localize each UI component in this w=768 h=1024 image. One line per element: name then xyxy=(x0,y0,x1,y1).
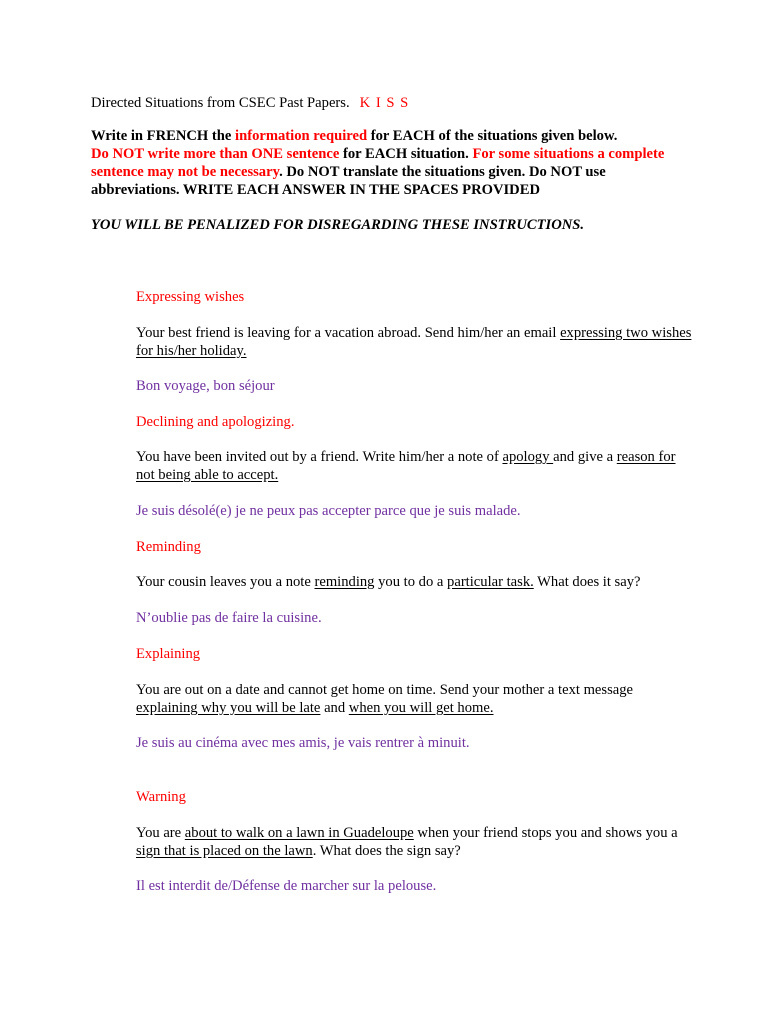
instruction-part: for EACH situation. xyxy=(339,146,473,162)
penalty-warning: YOU WILL BE PENALIZED FOR DISREGARDING THESE INSTRUCTIONS. xyxy=(91,217,585,233)
question-text: Your cousin leaves you a note xyxy=(136,574,315,590)
question-text: What does it say? xyxy=(533,574,641,590)
question-text: You have been invited out by a friend. Write him/her a note of xyxy=(136,449,503,465)
question-underlined: particular task. xyxy=(447,574,534,590)
question-text: when your friend stops you and shows you a xyxy=(413,825,678,841)
question-text: . What does the sign say? xyxy=(312,843,461,859)
question-underlined: about to walk on a lawn in Guadeloupe xyxy=(184,825,414,841)
situation-heading: Declining and apologizing. xyxy=(136,414,295,430)
question-underlined: explaining why you will be late xyxy=(136,700,321,716)
situation-question xyxy=(136,824,696,860)
situation-question xyxy=(136,324,696,360)
situation-question xyxy=(136,681,696,717)
instruction-part: for EACH of the situations given below. xyxy=(367,128,618,144)
question-underlined: reminding xyxy=(314,574,375,590)
situation-heading: Explaining xyxy=(136,646,201,662)
question-underlined: sign that is placed on the lawn xyxy=(136,843,313,859)
document-title xyxy=(91,94,681,112)
question-text: You are xyxy=(136,825,185,841)
situation-answer: N’oublie pas de faire la cuisine. xyxy=(136,610,322,626)
instruction-emphasis: information required xyxy=(235,128,368,144)
situation-heading: Reminding xyxy=(136,539,201,555)
instruction-emphasis: For some situations a complete sentence may not be necessary xyxy=(91,146,665,180)
question-text: You are out on a date and cannot get home on time. Send your mother a text message xyxy=(136,682,634,698)
question-underlined: apology xyxy=(502,449,554,465)
instruction-part: Write in FRENCH the xyxy=(91,128,236,144)
question-underlined: reason for not being able to accept. xyxy=(136,449,676,483)
instruction-part: . Do NOT translate the situations given. Do NOT use abbreviations. WRITE EACH ANSWER IN THE SPACES PROVIDED xyxy=(91,164,606,198)
question-text: and xyxy=(320,700,349,716)
situation-answer: Je suis au cinéma avec mes amis, je vais rentrer à minuit. xyxy=(136,735,470,751)
question-text: and give a xyxy=(553,449,617,465)
question-underlined: when you will get home. xyxy=(348,700,494,716)
situation-heading: Expressing wishes xyxy=(136,289,245,305)
kiss-label: K I S S xyxy=(359,95,410,111)
instructions-paragraph xyxy=(91,127,681,199)
question-text: Your best friend is leaving for a vacation abroad. Send him/her an email xyxy=(136,325,561,341)
situation-answer: Je suis désolé(e) je ne peux pas accepter parce que je suis malade. xyxy=(136,503,521,519)
question-underlined: expressing two wishes for his/her holiday. xyxy=(136,325,692,359)
instruction-emphasis: Do NOT write more than ONE sentence xyxy=(91,146,340,162)
title-text: Directed Situations from CSEC Past Papers. xyxy=(91,95,350,111)
situation-question xyxy=(136,448,696,484)
situation-answer: Bon voyage, bon séjour xyxy=(136,378,275,394)
situation-question xyxy=(136,573,696,591)
question-text: you to do a xyxy=(374,574,448,590)
situation-heading: Warning xyxy=(136,789,186,805)
situation-answer: Il est interdit de/Défense de marcher sur la pelouse. xyxy=(136,878,437,894)
